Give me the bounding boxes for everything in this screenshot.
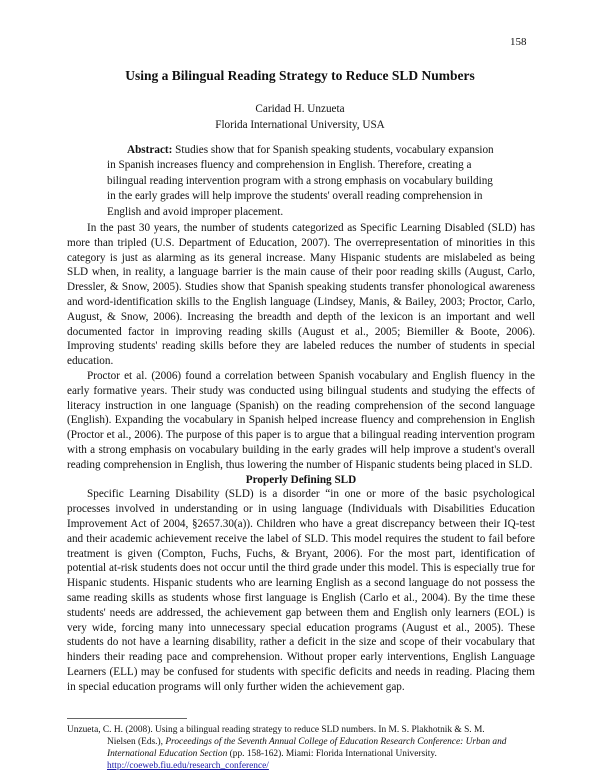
- section-heading: Properly Defining SLD: [245, 473, 357, 486]
- body-text: [67, 221, 535, 695]
- conference-link[interactable]: http://coeweb.fiu.edu/research_conference/: [107, 761, 269, 771]
- author-name: Caridad H. Unzueta: [255, 103, 345, 115]
- paragraph-purpose: Proctor et al. (2006) found a correlation between Spanish vocabulary and English fluency in the early formative years. Their study was conducted using bilingual students and studying the effects of literacy instruction in one language (Spanish) on the reading comprehension of the second language (English). Expanding the vocabulary in Spanish helped increase fluency and comprehension in English (Proctor et al., 2006). The purpose of this paper is to argue that a bilingual reading intervention program with a strong emphasis on vocabulary building in the early grades will help improve a student's overall reading comprehension in English, thus lowering the number of Hispanic students being placed in SLD.: [67, 369, 535, 471]
- paper-title: Using a Bilingual Reading Strategy to Reduce SLD Numbers: [125, 68, 475, 83]
- citation-footnote: [67, 724, 537, 772]
- footnote-publisher: (pp. 158-162). Miami: Florida International University.: [227, 749, 437, 759]
- paragraph-intro: In the past 30 years, the number of students categorized as Specific Learning Disabled (SLD) has more than tripled (U.S. Department of Education, 2007). The overrepresentation of minorities in this category is just as alarming as its general increase. Many Hispanic students are mislabeled as being SLD when, in reality, a language barrier is the main cause of their poor reading skills (August, Carlo, Dressler, & Snow, 2005). Studies show that Spanish speaking students transfer phonological awareness and word-identification skills to the English language (Lindsey, Manis, & Bailey, 2003; Proctor, Carlo, August, & Snow, 2006). Increasing the breadth and depth of the lexicon is an important and well documented factor in improving reading skills (August et al., 2005; Biemiller & Boote, 2006). Improving students' reading skills before they are labeled reduces the number of students in special education.: [67, 222, 535, 368]
- footnote-line-3: [67, 748, 537, 760]
- abstract-label: Abstract:: [127, 144, 173, 156]
- footnote-divider: [67, 718, 187, 719]
- footnote-line-2: [67, 736, 537, 748]
- footnote-section-title: International Education Section: [107, 749, 228, 759]
- author-affiliation: Florida International University, USA: [215, 119, 385, 131]
- abstract: [107, 143, 502, 220]
- paragraph-sld-definition: Specific Learning Disability (SLD) is a disorder “in one or more of the basic psychological processes involved in understanding or in using language (Individuals with Disabilities Education Improvement Act of 2004, §2657.30(a)). Children who have a great discrepancy between their IQ-test and their academic achievement receive the label of SLD. This model requires the student to fail before treatment is given (Compton, Fuchs, Fuchs, & Bryant, 2006). For the most part, identification of potential at-risk students does not occur until the third grade under this model. This is especially true for Hispanic students. Hispanic students who are learning English as a second language do not possess the same reading skills as students whose first language is English (Carlo et al., 2004). By the time these students' needs are addressed, the achievement gap between them and English only learners (EOL) is very wide, forcing many into unnecessary special education programs (August et al., 2005). These students do not have a learning disability, rather a deficit in the size and scope of their vocabulary that hinders their reading pace and comprehension. Without proper early interventions, English Language Learners (ELL) may be confused for students with specific deficits and needs in reading. Placing them in special education programs will only further widen the achievement gap.: [67, 488, 535, 693]
- footnote-line-1: Unzueta, C. H. (2008). Using a bilingual reading strategy to reduce SLD numbers. In M. S. Plakhotnik & S. M.: [67, 725, 485, 735]
- abstract-text: Studies show that for Spanish speaking students, vocabulary expansion in Spanish increases fluency and comprehension in English. Therefore, creating a bilingual reading intervention program with a strong emphasis on vocabulary building in the early grades will help improve the students' overall reading comprehension in English and avoid improper placement.: [107, 144, 494, 218]
- page-number: 158: [510, 36, 527, 48]
- footnote-proceedings-title: Proceedings of the Seventh Annual College of Education Research Conference: Urban and: [165, 737, 507, 747]
- footnote-editors: Nielsen (Eds.),: [107, 737, 166, 747]
